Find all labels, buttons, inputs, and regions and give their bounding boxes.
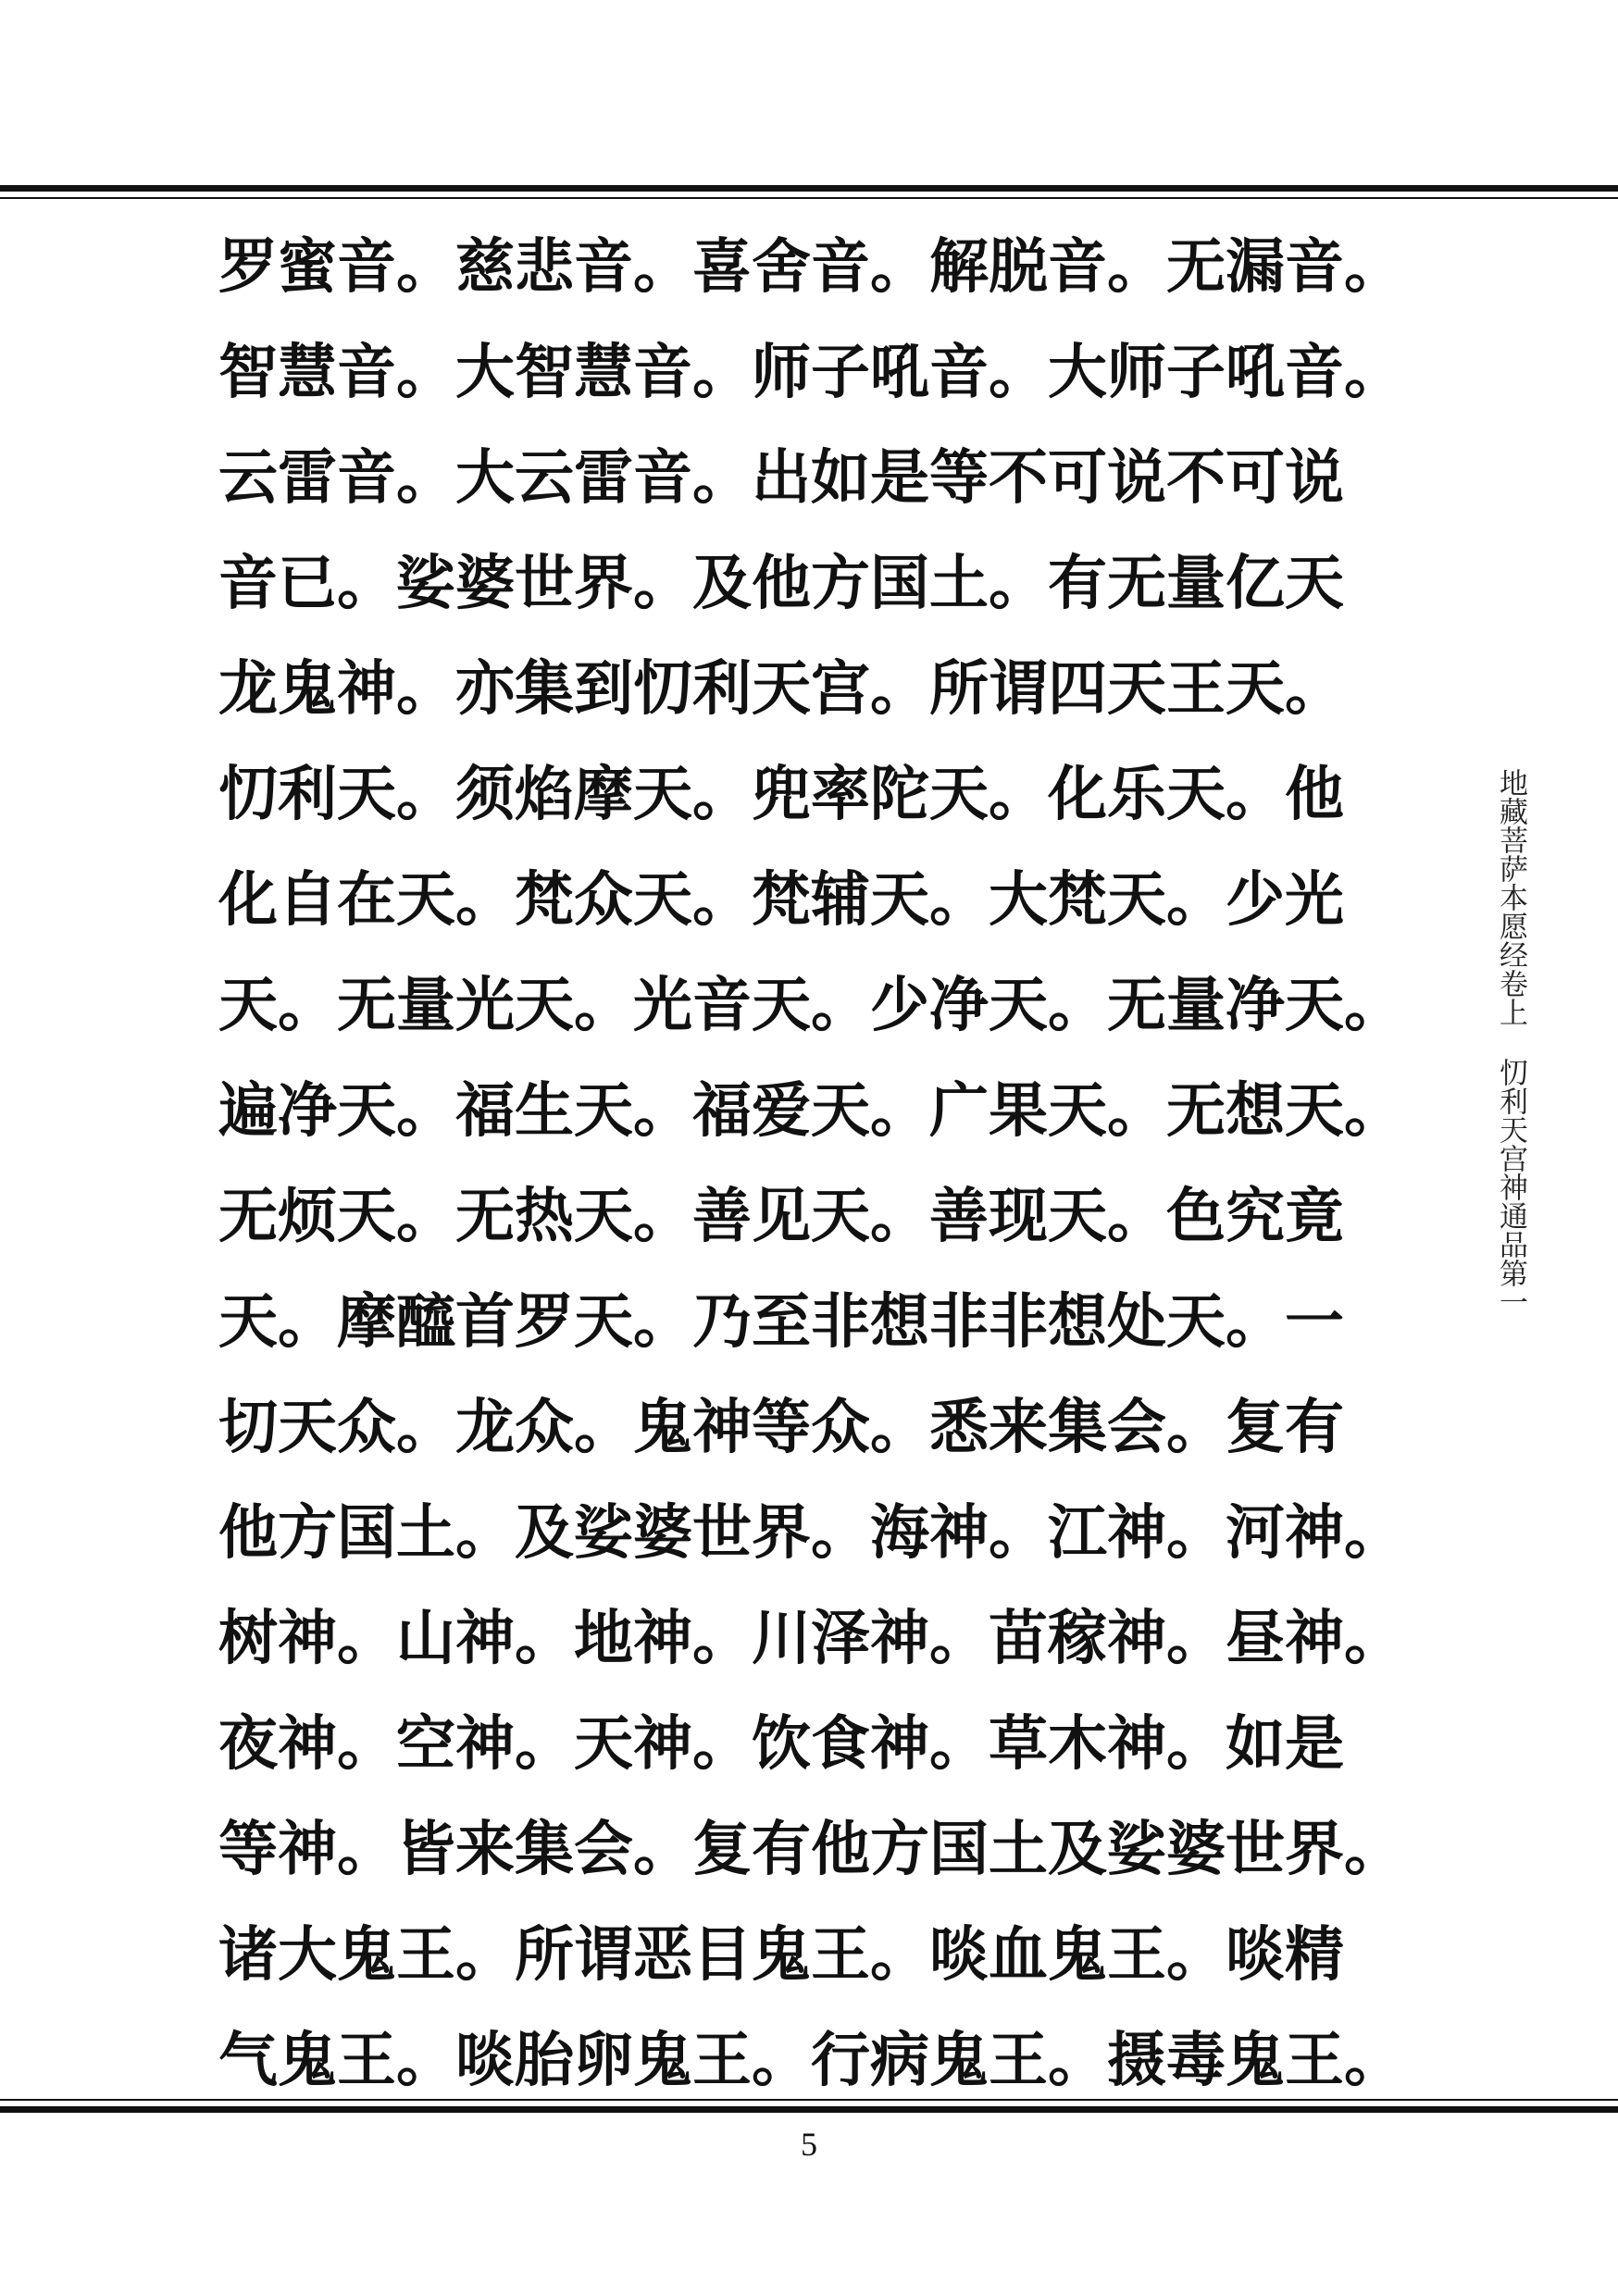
text-line: 切天众。龙众。鬼神等众。悉来集会。复有 (218, 1393, 1344, 1462)
text-line: 智慧音。大智慧音。师子吼音。大师子吼音。 (218, 338, 1403, 407)
running-head-chapter: 忉利天宫神通品第一 (1494, 1058, 1527, 1316)
text-line: 音已。娑婆世界。及他方国土。有无量亿天 (218, 549, 1344, 618)
text-line: 忉利天。须焰摩天。兜率陀天。化乐天。他 (218, 760, 1344, 829)
text-line: 天。无量光天。光音天。少净天。无量净天。 (218, 971, 1403, 1040)
running-head-book: 地藏菩萨本愿经卷上 (1494, 768, 1527, 1026)
text-line: 他方国土。及娑婆世界。海神。江神。河神。 (218, 1498, 1403, 1568)
text-line: 气鬼王。啖胎卵鬼王。行病鬼王。摄毒鬼王。 (218, 2026, 1403, 2095)
text-line: 诸大鬼王。所谓恶目鬼王。啖血鬼王。啖精 (218, 1920, 1344, 1990)
page-number: 5 (801, 2126, 817, 2163)
bottom-border-thin (0, 2099, 1618, 2101)
text-line: 化自在天。梵众天。梵辅天。大梵天。少光 (218, 865, 1344, 935)
text-line: 遍净天。福生天。福爱天。广果天。无想天。 (218, 1076, 1403, 1146)
running-head (1486, 768, 1526, 1316)
body-text (218, 215, 1403, 2114)
text-line: 夜神。空神。天神。饮食神。草木神。如是 (218, 1709, 1344, 1779)
top-border-thin (0, 197, 1618, 199)
bottom-border-thick (0, 2106, 1618, 2113)
text-line: 树神。山神。地神。川泽神。苗稼神。昼神。 (218, 1604, 1403, 1673)
text-line: 龙鬼神。亦集到忉利天宫。所谓四天王天。 (218, 654, 1344, 724)
text-line: 天。摩醯首罗天。乃至非想非非想处天。一 (218, 1287, 1344, 1357)
text-line: 无烦天。无热天。善见天。善现天。色究竟 (218, 1182, 1344, 1251)
top-border-thick (0, 185, 1618, 192)
text-line: 罗蜜音。慈悲音。喜舍音。解脱音。无漏音。 (218, 232, 1403, 302)
text-line: 等神。皆来集会。复有他方国土及娑婆世界。 (218, 1815, 1403, 1884)
text-line: 云雷音。大云雷音。出如是等不可说不可说 (218, 443, 1344, 513)
